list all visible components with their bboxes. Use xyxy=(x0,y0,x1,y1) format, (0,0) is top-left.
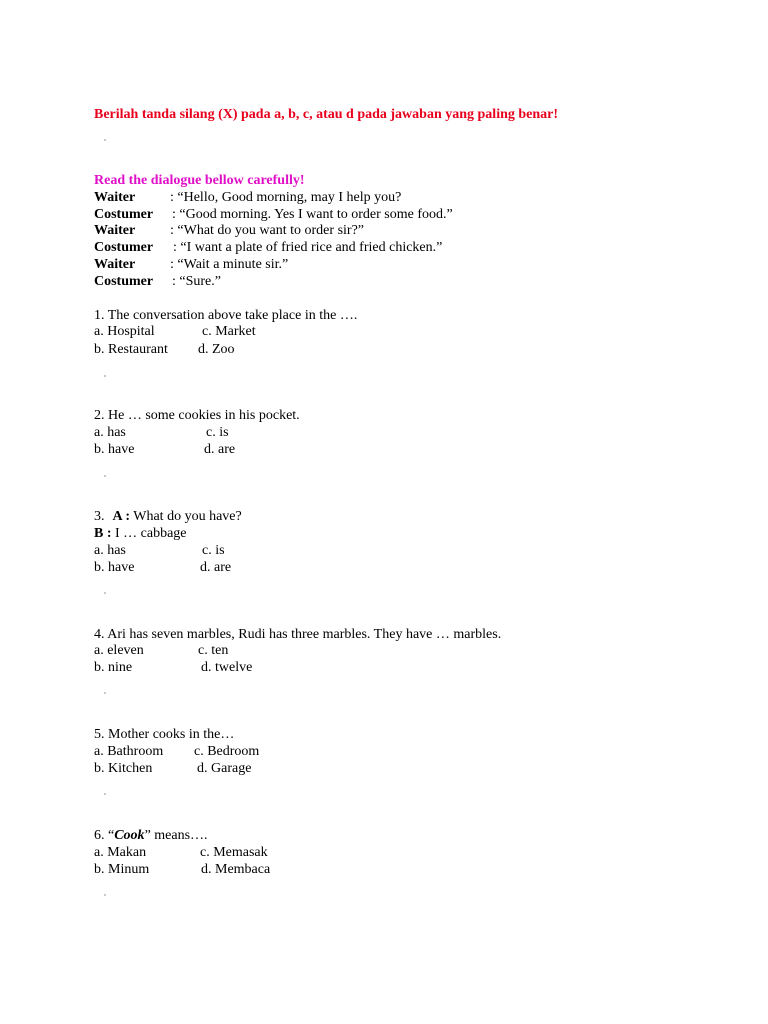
paragraph-mark xyxy=(104,793,106,795)
question-stem xyxy=(94,508,242,525)
question-stem: 1. The conversation above take place in the …. xyxy=(94,308,358,323)
paragraph-mark xyxy=(104,692,106,694)
option-d: d. Membaca xyxy=(201,862,271,877)
question-stem: 5. Mother cooks in the… xyxy=(94,727,235,742)
option-b: b. have xyxy=(94,560,135,575)
option-a: a. eleven xyxy=(94,643,144,658)
option-b: b. have xyxy=(94,442,135,457)
paragraph-mark xyxy=(104,475,106,477)
option-c: c. Bedroom xyxy=(194,744,260,759)
question-stem: 2. He … some cookies in his pocket. xyxy=(94,408,300,423)
option-b: b. Restaurant xyxy=(94,342,168,357)
dialogue-line: : “Wait a minute sir.” xyxy=(170,257,289,272)
dialogue-speaker: Costumer xyxy=(94,274,154,289)
option-a: a. Makan xyxy=(94,845,147,860)
option-c: c. Market xyxy=(202,324,256,339)
option-d: d. Zoo xyxy=(198,342,235,357)
dialogue-speaker: Waiter xyxy=(94,190,136,205)
speaker-b-text: I … cabbage xyxy=(111,526,187,541)
question-number: 6. “ xyxy=(94,828,115,843)
option-c: c. is xyxy=(206,425,229,440)
option-c: c. Memasak xyxy=(200,845,268,860)
option-a: a. Bathroom xyxy=(94,744,164,759)
option-b: b. nine xyxy=(94,660,133,675)
dialogue-speaker: Costumer xyxy=(94,240,154,255)
dialogue-speaker: Costumer xyxy=(94,207,154,222)
option-d: d. Garage xyxy=(197,761,252,776)
paragraph-mark xyxy=(104,139,106,141)
paragraph-mark xyxy=(104,375,106,377)
question-stem-line-2 xyxy=(94,525,187,542)
speaker-b-label: B : xyxy=(94,526,112,541)
question-stem xyxy=(94,827,208,844)
reading-heading: Read the dialogue bellow carefully! xyxy=(94,173,305,188)
option-c: c. is xyxy=(202,543,225,558)
option-d: d. twelve xyxy=(201,660,253,675)
option-a: a. Hospital xyxy=(94,324,155,339)
dialogue-line: : “Good morning. Yes I want to order some food.” xyxy=(172,207,453,222)
option-a: a. has xyxy=(94,543,126,558)
dialogue-speaker: Waiter xyxy=(94,257,136,272)
question-stem: 4. Ari has seven marbles, Rudi has three marbles. They have … marbles. xyxy=(94,627,502,642)
dialogue-line: : “What do you want to order sir?” xyxy=(170,223,364,238)
key-word: Cook xyxy=(114,828,145,843)
question-number: 3. xyxy=(94,509,105,524)
option-a: a. has xyxy=(94,425,126,440)
option-c: c. ten xyxy=(198,643,229,658)
paragraph-mark xyxy=(104,894,106,896)
option-d: d. are xyxy=(200,560,232,575)
speaker-a-label: A : xyxy=(112,509,130,524)
dialogue-line: : “I want a plate of fried rice and fried chicken.” xyxy=(173,240,443,255)
dialogue-speaker: Waiter xyxy=(94,223,136,238)
option-b: b. Minum xyxy=(94,862,150,877)
instruction-text: Berilah tanda silang (X) pada a, b, c, atau d pada jawaban yang paling benar! xyxy=(94,107,559,122)
question-stem-suffix: ” means…. xyxy=(144,828,208,843)
paragraph-mark xyxy=(104,592,106,594)
option-b: b. Kitchen xyxy=(94,761,153,776)
dialogue-line: : “Hello, Good morning, may I help you? xyxy=(170,190,402,205)
option-d: d. are xyxy=(204,442,236,457)
speaker-a-text: What do you have? xyxy=(130,509,242,524)
dialogue-line: : “Sure.” xyxy=(172,274,221,289)
